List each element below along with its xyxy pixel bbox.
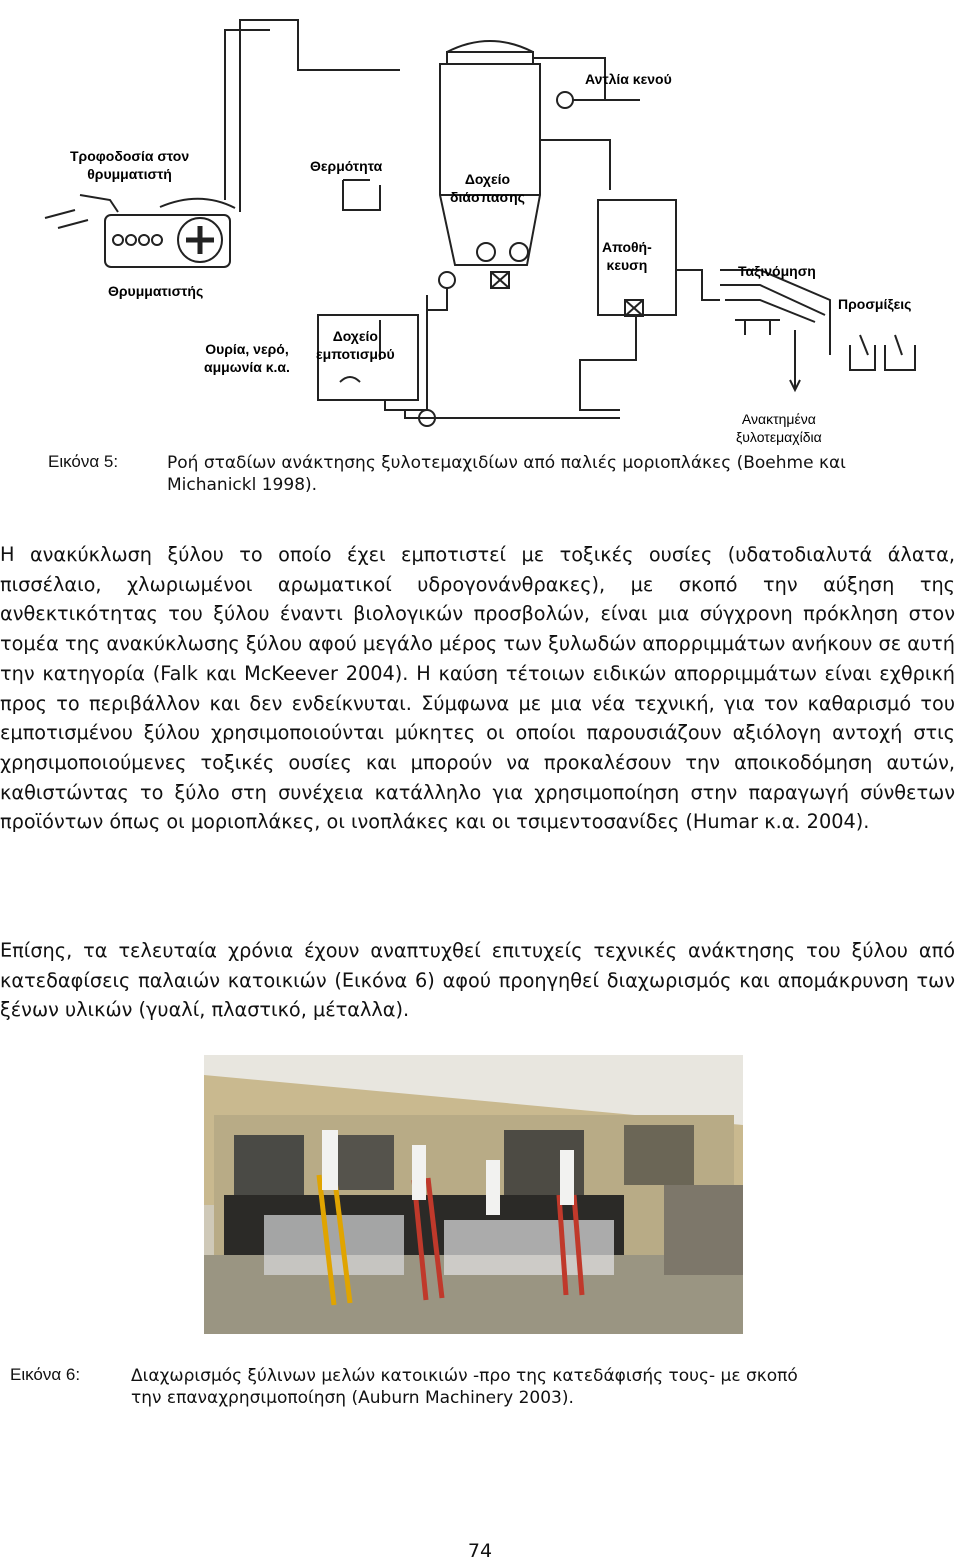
label-feed-line2: θρυμματιστή (87, 166, 172, 182)
label-storage-line2: κευση (606, 257, 648, 273)
demolition-photo-image (204, 1055, 743, 1334)
label-digester-line1: Δοχείο (464, 171, 511, 187)
label-digester-line2: διάσπασης (450, 189, 525, 205)
label-impregnation-line2: εμποτισμού (316, 346, 395, 362)
label-digester (450, 170, 525, 206)
label-urea-line2: αμμωνία κ.α. (204, 359, 290, 375)
label-urea-line1: Ουρία, νερό, (205, 341, 289, 357)
figure6-caption-line1: Διαχωρισμός ξύλινων μελών κατοικιών -προ της κατεδάφισής τους- με σκοπό (131, 1366, 798, 1386)
figure5-caption (167, 452, 846, 496)
demolition-photo (204, 1055, 743, 1334)
figure6-caption (131, 1365, 798, 1409)
label-vacuum-pump: Αντλία κενού (585, 71, 672, 87)
label-recovered-chips (736, 410, 822, 446)
label-feed (70, 147, 189, 183)
label-storage (602, 238, 652, 274)
label-crusher: Θρυμματιστής (108, 283, 204, 299)
label-feed-line1: Τροφοδοσία στον (70, 148, 190, 164)
label-urea-water-ammonia (204, 340, 290, 376)
process-flow-diagram (0, 0, 960, 450)
figure5-caption-line1: Ροή σταδίων ανάκτησης ξυλοτεμαχιδίων από παλιές μοριοπλάκες (Boehme και (167, 453, 846, 473)
label-impurities: Προσμίξεις (838, 296, 912, 312)
label-recovered-line2: ξυλοτεμαχίδια (736, 429, 822, 445)
figure6-caption-line2: την επαναχρησιμοποίηση (Auburn Machinery 2003). (131, 1388, 574, 1408)
paragraph-1: Η ανακύκλωση ξύλου το οποίο έχει εμποτιστεί με τοξικές ουσίες (υδατοδιαλυτά άλατα, πισσέλαιο, χλωριωμένοι αρωματικοί υδρογονάνθρακες), με σκοπό την αύξηση της ανθεκτικότητας του ξύλου έναντι βιολογικών προσβολών, είναι μια σύγχρονη πρόκληση στον τομέα της ανακύκλωσης ξύλου αφού μεγάλο μέρος των ξυλωδών απορριμμάτων ανήκουν σε αυτή την κατηγορία (Falk και McKeever 2004). Η καύση τέτοιων ειδικών απορριμμάτων είναι εχθρική προς το περιβάλλον και δεν ενδείκνυται. Σύμφωνα με μια νέα τεχνική, για τον καθαρισμό του εμποτισμένου ξύλου χρησιμοποιούνται μύκητες οι οποίοι παρουσιάζουν αξιόλογη αντοχή στις χρησιμοποιούμενες τοξικές ουσίες και μπορούν να προκαλέσουν την αποικοδόμηση αυτών, καθιστώντας το ξύλο στη συνέχεια κατάλληλο για χρησιμοποίηση στην παραγωγή σύνθετων προϊόντων όπως οι μοριοπλάκες, οι ινοπλάκες και οι τσιμεντοσανίδες (Humar κ.α. 2004). (0, 543, 955, 834)
label-impregnation-line1: Δοχείο (332, 328, 378, 344)
figure5-caption-line2: Michanickl 1998). (167, 475, 318, 495)
process-flow-drawing (0, 0, 960, 450)
page-number: 74 (467, 1540, 493, 1562)
label-heat: Θερμότητα (310, 158, 383, 174)
figure5-caption-key: Εικόνα 5: (48, 452, 119, 471)
label-recovered-line1: Ανακτημένα (741, 411, 816, 427)
figure6-caption-key: Εικόνα 6: (10, 1365, 81, 1384)
paragraph-2: Επίσης, τα τελευταία χρόνια έχουν αναπτυχθεί επιτυχείς τεχνικές ανάκτησης του ξύλου από κατεδαφίσεις παλαιών κατοικιών (Εικόνα 6) αφού προηγηθεί διαχωρισμός και απομάκρυνση των ξένων υλικών (γυαλί, πλαστικό, μέταλλα). (0, 939, 955, 1022)
label-impregnation-vessel (316, 327, 395, 363)
label-sorting: Ταξινόμηση (738, 263, 816, 279)
label-storage-line1: Αποθή- (602, 239, 652, 255)
